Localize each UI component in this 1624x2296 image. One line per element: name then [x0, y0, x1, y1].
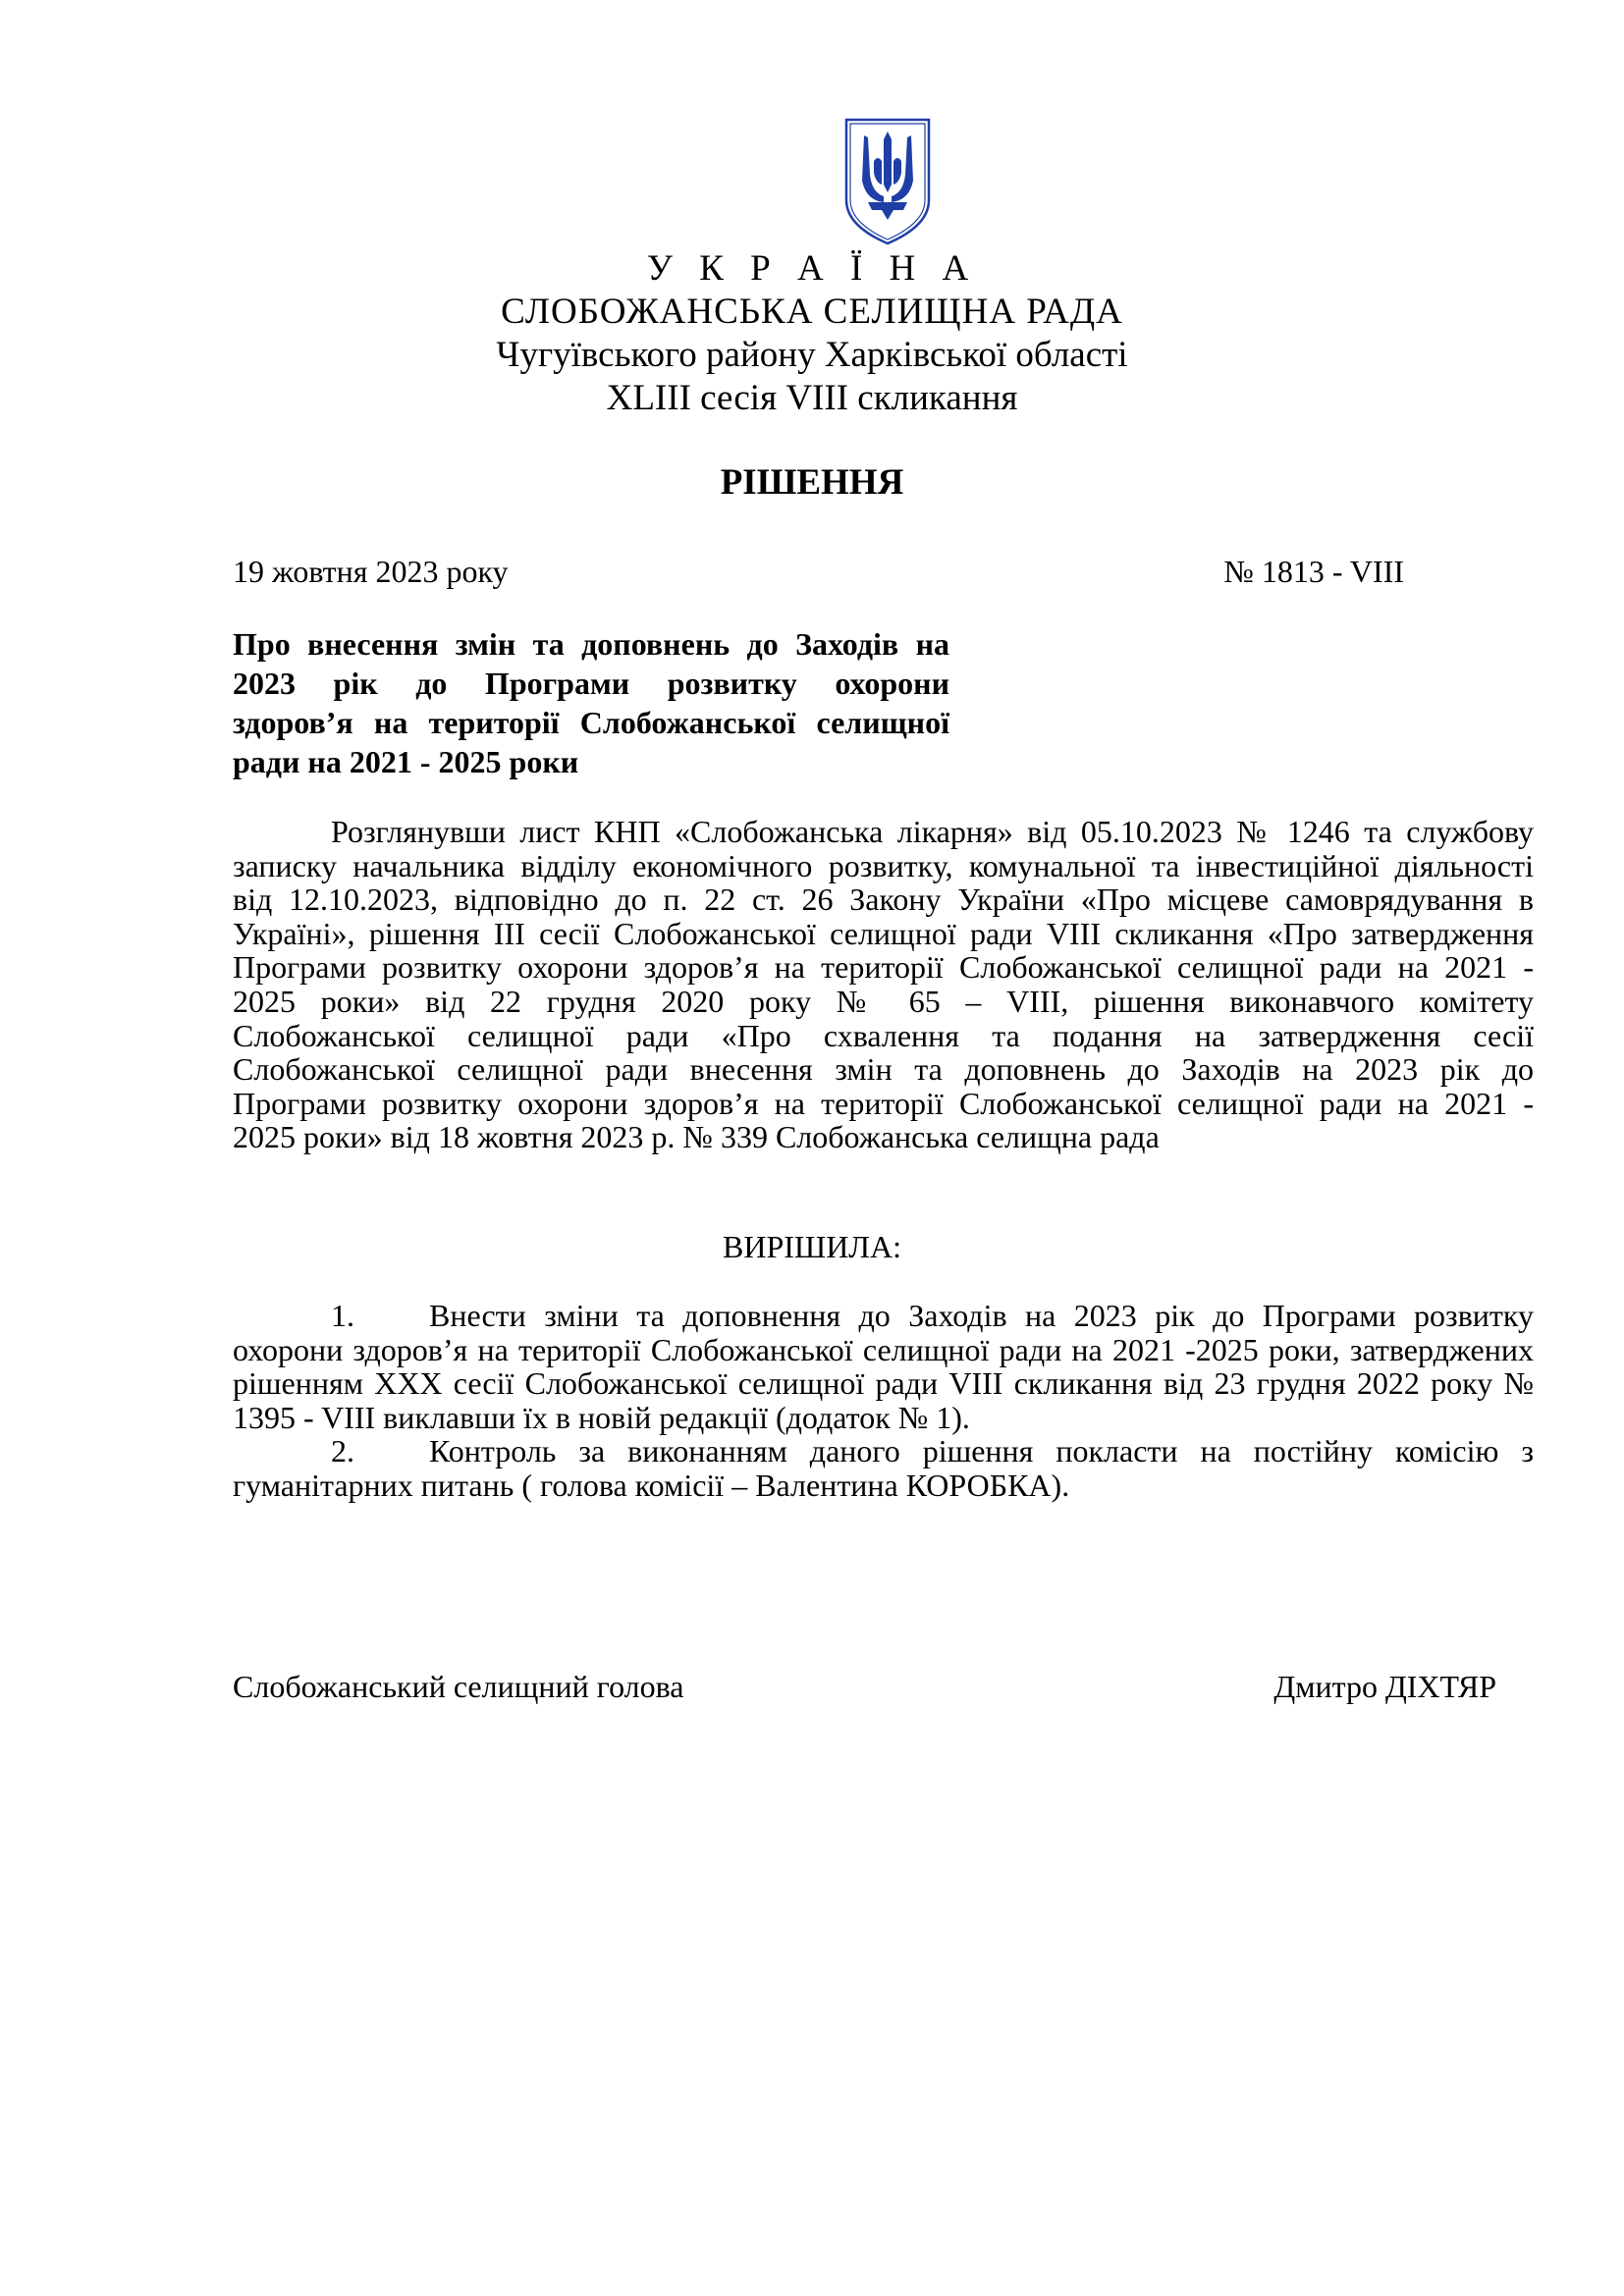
item-text: Внести зміни та доповнення до Заходів на 2023 рік до Програми розвитку — [429, 1298, 1534, 1333]
preamble-line: 2025 роки» від 22 грудня 2020 року № 65 – VIII, рішення виконавчого комітету — [233, 983, 1534, 1019]
signature-name: Дмитро ДІХТЯР — [1273, 1669, 1496, 1704]
preamble-line: Слобожанської селищної ради внесення змін та доповнень до Заходів на 2023 рік до — [233, 1051, 1534, 1088]
preamble-paragraph — [233, 815, 1534, 1154]
preamble-line: 2025 роки» від 18 жовтня 2023 р. № 339 Слобожанська селищна рада — [233, 1119, 1160, 1155]
preamble-line: від 12.10.2023, відповідно до п. 22 ст. 26 Закону України «Про місцеве самоврядування в — [233, 881, 1534, 918]
header-session: XLIII сесія VIII скликання — [606, 378, 1018, 418]
subject-line: 2023 рік до Програми розвитку охорони — [233, 666, 949, 701]
item-text-line: охорони здоров’я на території Слобожанської селищної ради на 2021 -2025 роки, затверджених — [233, 1331, 1534, 1367]
item-text-line: 1395 - VIII виклавши їх в новій редакції (додаток № 1). — [233, 1399, 970, 1435]
list-item — [233, 1434, 1534, 1468]
item-text: Контроль за виконанням даного рішення покласти на постійну комісію з — [429, 1433, 1534, 1469]
preamble-line: Програми розвитку охорони здоров’я на території Слобожанської селищної ради на 2021 - — [233, 1085, 1534, 1121]
decision-number: № 1813 - VIII — [1223, 554, 1404, 589]
item-number: 1. — [331, 1298, 354, 1333]
signature-position: Слобожанський селищний голова — [233, 1669, 684, 1704]
subject-line: Про внесення змін та доповнень до Заходів на — [233, 626, 949, 662]
header-country: У К Р А Ї Н А — [646, 248, 978, 289]
header-council: СЛОБОЖАНСЬКА СЕЛИЩНА РАДА — [501, 292, 1123, 332]
resolved-heading: ВИРІШИЛА: — [723, 1229, 901, 1264]
decision-subject — [233, 624, 949, 781]
subject-line: ради на 2021 - 2025 роки — [233, 744, 579, 779]
preamble-line: Слобожанської селищної ради «Про схвалення та подання на затвердження сесії — [233, 1017, 1534, 1053]
subject-line: здоров’я на території Слобожанської селищної — [233, 705, 949, 740]
trident-coat-of-arms-icon — [840, 116, 935, 247]
item-number: 2. — [331, 1433, 354, 1469]
decision-items — [233, 1299, 1534, 1503]
document-type-title: РІШЕННЯ — [720, 462, 904, 503]
item-text-line: рішенням ХХХ сесії Слобожанської селищної ради VIII скликання від 23 грудня 2022 року № — [233, 1365, 1534, 1402]
list-item — [233, 1299, 1534, 1333]
item-text-line: гуманітарних питань ( голова комісії – Валентина КОРОБКА). — [233, 1467, 1070, 1503]
preamble-line: Програми розвитку охорони здоров’я на території Слобожанської селищної ради на 2021 - — [233, 949, 1534, 986]
preamble-line: Розглянувши лист КНП «Слобожанська лікарня» від 05.10.2023 № 1246 та службову — [331, 814, 1534, 849]
preamble-line: записку начальника відділу економічного розвитку, комунальної та інвестиційної діяльності — [233, 847, 1534, 883]
preamble-line: Україні», рішення ІІІ сесії Слобожанської селищної ради VIII скликання «Про затвердження — [233, 915, 1534, 951]
decision-date: 19 жовтня 2023 року — [233, 554, 509, 589]
header-district: Чугуївського району Харківської області — [496, 335, 1128, 375]
